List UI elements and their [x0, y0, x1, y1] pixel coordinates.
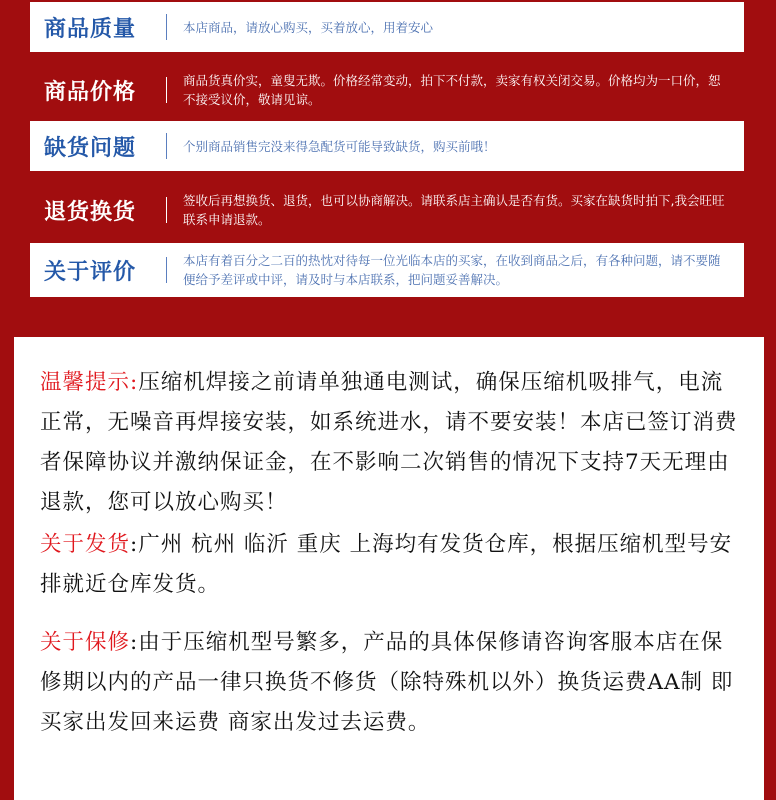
row-text: 本店有着百分之二百的热忱对待每一位光临本店的买家，在收到商品之后，有各种问题，请不要随便给予差评或中评，请及时与本店联系，把问题妥善解决。	[183, 253, 721, 287]
tip-text: 压缩机焊接之前请单独通电测试，确保压缩机吸排气，电流正常，无噪音再焊接安装，如系统进水，请不要安装！本店已签订消费者保障协议并激纳保证金，在不影响二次销售的情况下支持7天无理由退款，您可以放心购买！	[40, 370, 738, 515]
warranty-text: :由于压缩机型号繁多，产品的具体保修请咨询客服本店在保修期以内的产品一律只换货不修货（除特殊机以外）换货运费AA制 即买家出发回来运费 商家出发过去运费。	[40, 630, 734, 735]
warranty-paragraph	[40, 623, 742, 743]
row-text: 签收后再想换货、退货，也可以协商解决。请联系店主确认是否有货。买家在缺货时拍下,我会旺旺联系申请退款。	[183, 193, 725, 227]
row-text: 个别商品销售完没来得急配货可能导致缺货，购买前哦！	[183, 138, 496, 154]
divider	[166, 257, 167, 283]
row-text: 本店商品，请放心购买，买着放心，用着安心	[183, 19, 434, 35]
policy-row-reviews	[30, 243, 744, 297]
shipping-text: :广州 杭州 临沂 重庆 上海均有发货仓库，根据压缩机型号安排就近仓库发货。	[40, 532, 733, 597]
row-title: 关于评价	[44, 259, 137, 285]
row-title: 退货换货	[44, 199, 137, 225]
row-title: 商品质量	[44, 16, 137, 42]
row-text: 商品货真价实，童叟无欺。价格经常变动，拍下不付款，卖家有权关闭交易。价格均为一口价，恕不接受议价，敬请见谅。	[183, 73, 721, 107]
row-title: 商品价格	[44, 79, 137, 105]
policy-row-returns	[30, 182, 744, 238]
warranty-label: 关于保修	[40, 630, 131, 655]
policy-row-quality	[30, 2, 744, 52]
divider	[166, 197, 167, 223]
divider	[166, 133, 167, 159]
policy-row-price	[30, 62, 744, 118]
tip-label: 温馨提示:	[40, 370, 139, 395]
divider	[166, 77, 167, 103]
shipping-label: 关于发货	[40, 532, 131, 557]
tip-paragraph	[40, 363, 742, 523]
shipping-paragraph	[40, 525, 742, 605]
notice-panel	[14, 337, 764, 800]
divider	[166, 14, 167, 40]
policy-row-stock	[30, 121, 744, 171]
row-title: 缺货问题	[44, 135, 137, 161]
